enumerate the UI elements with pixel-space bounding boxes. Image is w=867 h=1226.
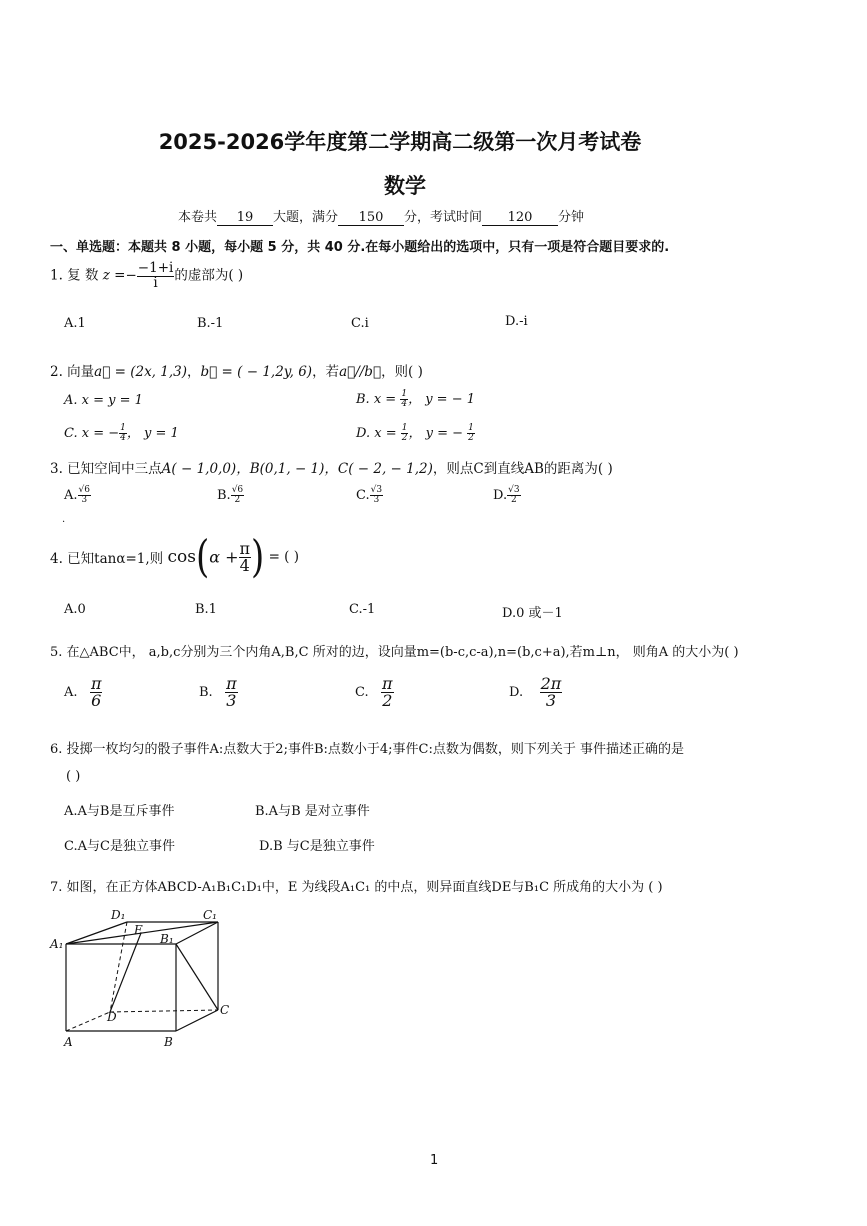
q3-option-b xyxy=(217,486,244,505)
label-c: C xyxy=(220,1003,230,1017)
question-count: 19 xyxy=(217,210,273,226)
stray-dot: . xyxy=(62,514,66,525)
denominator: 4 xyxy=(120,433,126,443)
page-number: 1 xyxy=(430,1153,439,1168)
q5-option-c xyxy=(355,676,394,709)
q3-option-c xyxy=(356,486,383,505)
fraction xyxy=(119,424,127,443)
numerator: 1 xyxy=(468,423,474,433)
q5-option-a xyxy=(64,676,102,709)
q6-option-a: A.A与B是互斥事件 xyxy=(64,804,175,819)
option-label: C. xyxy=(355,685,369,700)
fraction xyxy=(239,538,252,575)
math-sign: − xyxy=(125,267,137,284)
q3-option-d xyxy=(493,486,521,505)
label-a: A xyxy=(64,1035,73,1049)
question-text: ，则点C到直线AB的距离为( ) xyxy=(432,461,613,477)
q4-option-d: D.0 或－1 xyxy=(502,606,563,621)
question-7: 7. 如图，在正方体ABCD-A₁B₁C₁D₁中，E 为线段A₁C₁ 的中点，则异面直线DE与B₁C 所成角的大小为 ( ) xyxy=(50,880,663,895)
numerator: π xyxy=(226,674,237,693)
fraction xyxy=(137,262,175,290)
denominator: 4 xyxy=(401,399,408,409)
numerator: 1 xyxy=(401,389,408,399)
fraction xyxy=(370,486,383,505)
q2-option-c xyxy=(64,422,179,443)
denominator: 2 xyxy=(510,495,517,505)
exam-title: 2025-2026学年度第二学期高二级第一次月考试卷 xyxy=(158,130,642,154)
q3-option-a xyxy=(64,486,91,505)
numerator: √6 xyxy=(231,485,244,495)
label-b1: B₁ xyxy=(160,932,174,946)
fraction xyxy=(231,486,244,505)
numerator: π xyxy=(90,674,102,693)
q2-option-d xyxy=(356,422,475,443)
question-text: = ( ) xyxy=(268,549,300,565)
denominator: 2 xyxy=(234,495,241,505)
full-score: 150 xyxy=(338,210,404,226)
q6-option-b: B.A与B 是对立事件 xyxy=(255,804,370,819)
denominator: 6 xyxy=(91,691,102,710)
denominator: 2 xyxy=(382,691,393,710)
left-paren: ( xyxy=(195,531,210,583)
option-text: ， y = 1 xyxy=(126,426,179,441)
denominator: 2 xyxy=(401,433,408,443)
numerator: π xyxy=(239,538,251,558)
exam-meta xyxy=(178,206,584,226)
option-text: B. x = xyxy=(356,392,397,407)
question-number: 3. 已知空间中三点 xyxy=(50,461,162,477)
option-label: B. xyxy=(217,488,231,503)
numerator: √3 xyxy=(508,485,520,495)
option-text: D. x = xyxy=(356,426,397,441)
denominator: 3 xyxy=(373,495,380,505)
question-number: 4. 已知tanα=1,则 xyxy=(50,551,164,567)
meta-text: 大题，满分 xyxy=(273,210,339,225)
question-number: 2. 向量 xyxy=(50,364,95,380)
fraction xyxy=(540,676,563,709)
q5-option-d xyxy=(509,676,562,709)
vector-a: a⃗ = (2x, 1,3) xyxy=(94,364,188,380)
question-2 xyxy=(50,360,423,380)
fraction xyxy=(381,676,394,709)
math-var: α + xyxy=(209,547,239,567)
cube-diagram xyxy=(40,900,260,1055)
fraction xyxy=(78,486,91,505)
numerator: 2π xyxy=(540,674,562,693)
fraction xyxy=(507,486,520,505)
q1-option-b: B.-1 xyxy=(197,316,224,331)
denominator: 4 xyxy=(239,555,250,575)
right-paren: ) xyxy=(251,531,265,583)
fraction xyxy=(225,676,238,709)
q2-option-b xyxy=(356,388,475,409)
option-label: A. xyxy=(64,685,78,700)
question-6: 6. 投掷一枚均匀的骰子事件A:点数大于2;事件B:点数小于4;事件C:点数为偶数，则下列关于 事件描述正确的是 xyxy=(50,742,684,757)
numerator: √6 xyxy=(78,485,90,495)
label-a1: A₁ xyxy=(50,937,64,951)
question-3 xyxy=(50,457,613,477)
label-d: D xyxy=(107,1010,117,1024)
q4-option-c: C.-1 xyxy=(349,602,376,617)
numerator: π xyxy=(382,674,393,693)
exam-time: 120 xyxy=(482,210,558,226)
math-func: cos xyxy=(167,547,196,567)
question-text: ，则( ) xyxy=(381,364,423,380)
denominator: 2 xyxy=(468,433,474,443)
denominator: 3 xyxy=(540,692,563,709)
label-b: B xyxy=(164,1035,173,1049)
option-label: B. xyxy=(199,685,213,700)
question-6-paren: ( ) xyxy=(66,769,81,784)
question-text: ，若 xyxy=(312,364,340,380)
q4-option-a: A.0 xyxy=(64,602,86,617)
numerator: 1 xyxy=(401,423,408,433)
points: A( − 1,0,0)，B(0,1, − 1)，C( − 2, − 1,2) xyxy=(161,461,433,477)
option-text: ， y = − xyxy=(408,426,463,441)
option-label: C. xyxy=(356,488,370,503)
fraction xyxy=(467,424,475,443)
condition: a⃗//b⃗ xyxy=(339,364,382,380)
label-c1: C₁ xyxy=(203,908,217,922)
label-e: E xyxy=(134,923,143,937)
meta-text: 分钟 xyxy=(558,210,585,225)
meta-text: 本卷共 xyxy=(178,210,218,225)
numerator: √3 xyxy=(370,485,383,495)
q1-option-a: A.1 xyxy=(64,316,86,331)
question-number: 1. 复 数 xyxy=(50,267,99,284)
option-text: ， y = − 1 xyxy=(408,392,475,407)
math-var: z = xyxy=(102,267,126,284)
option-label: D. xyxy=(509,685,524,700)
q1-option-c: C.i xyxy=(351,316,369,331)
separator: ， xyxy=(187,364,201,380)
q5-option-b xyxy=(199,676,238,709)
denominator: i xyxy=(153,274,158,291)
fraction xyxy=(90,676,103,709)
denominator: 3 xyxy=(226,691,237,710)
q1-option-d: D.-i xyxy=(505,314,528,329)
q6-option-c: C.A与C是独立事件 xyxy=(64,839,175,854)
question-4 xyxy=(50,531,300,583)
option-label: A. xyxy=(64,488,78,503)
q4-option-b: B.1 xyxy=(195,602,217,617)
numerator: −1+i xyxy=(137,260,174,276)
vector-b: b⃗ = ( − 1,2y, 6) xyxy=(200,364,313,380)
question-5: 5. 在△ABC中， a,b,c分别为三个内角A,B,C 所对的边，设向量m=(b-c,c-a),n=(b,c+a),若m⊥n， 则角A 的大小为( ) xyxy=(50,645,739,660)
section-heading: 一、单选题：本题共 8 小题，每小题 5 分，共 40 分.在每小题给出的选项中，只有一项是符合题目要求的. xyxy=(50,240,670,255)
question-text: 的虚部为( ) xyxy=(174,267,244,284)
exam-subject: 数学 xyxy=(384,174,426,198)
meta-text: 分，考试时间 xyxy=(404,210,483,225)
option-label: D. xyxy=(493,488,508,503)
question-1 xyxy=(50,262,243,290)
numerator: 1 xyxy=(120,423,126,433)
denominator: 3 xyxy=(81,495,88,505)
label-d1: D₁ xyxy=(111,908,126,922)
fraction xyxy=(400,390,408,409)
option-text: C. x = − xyxy=(64,426,120,441)
q2-option-a: A. x = y = 1 xyxy=(64,393,143,408)
q6-option-d: D.B 与C是独立事件 xyxy=(259,839,375,854)
